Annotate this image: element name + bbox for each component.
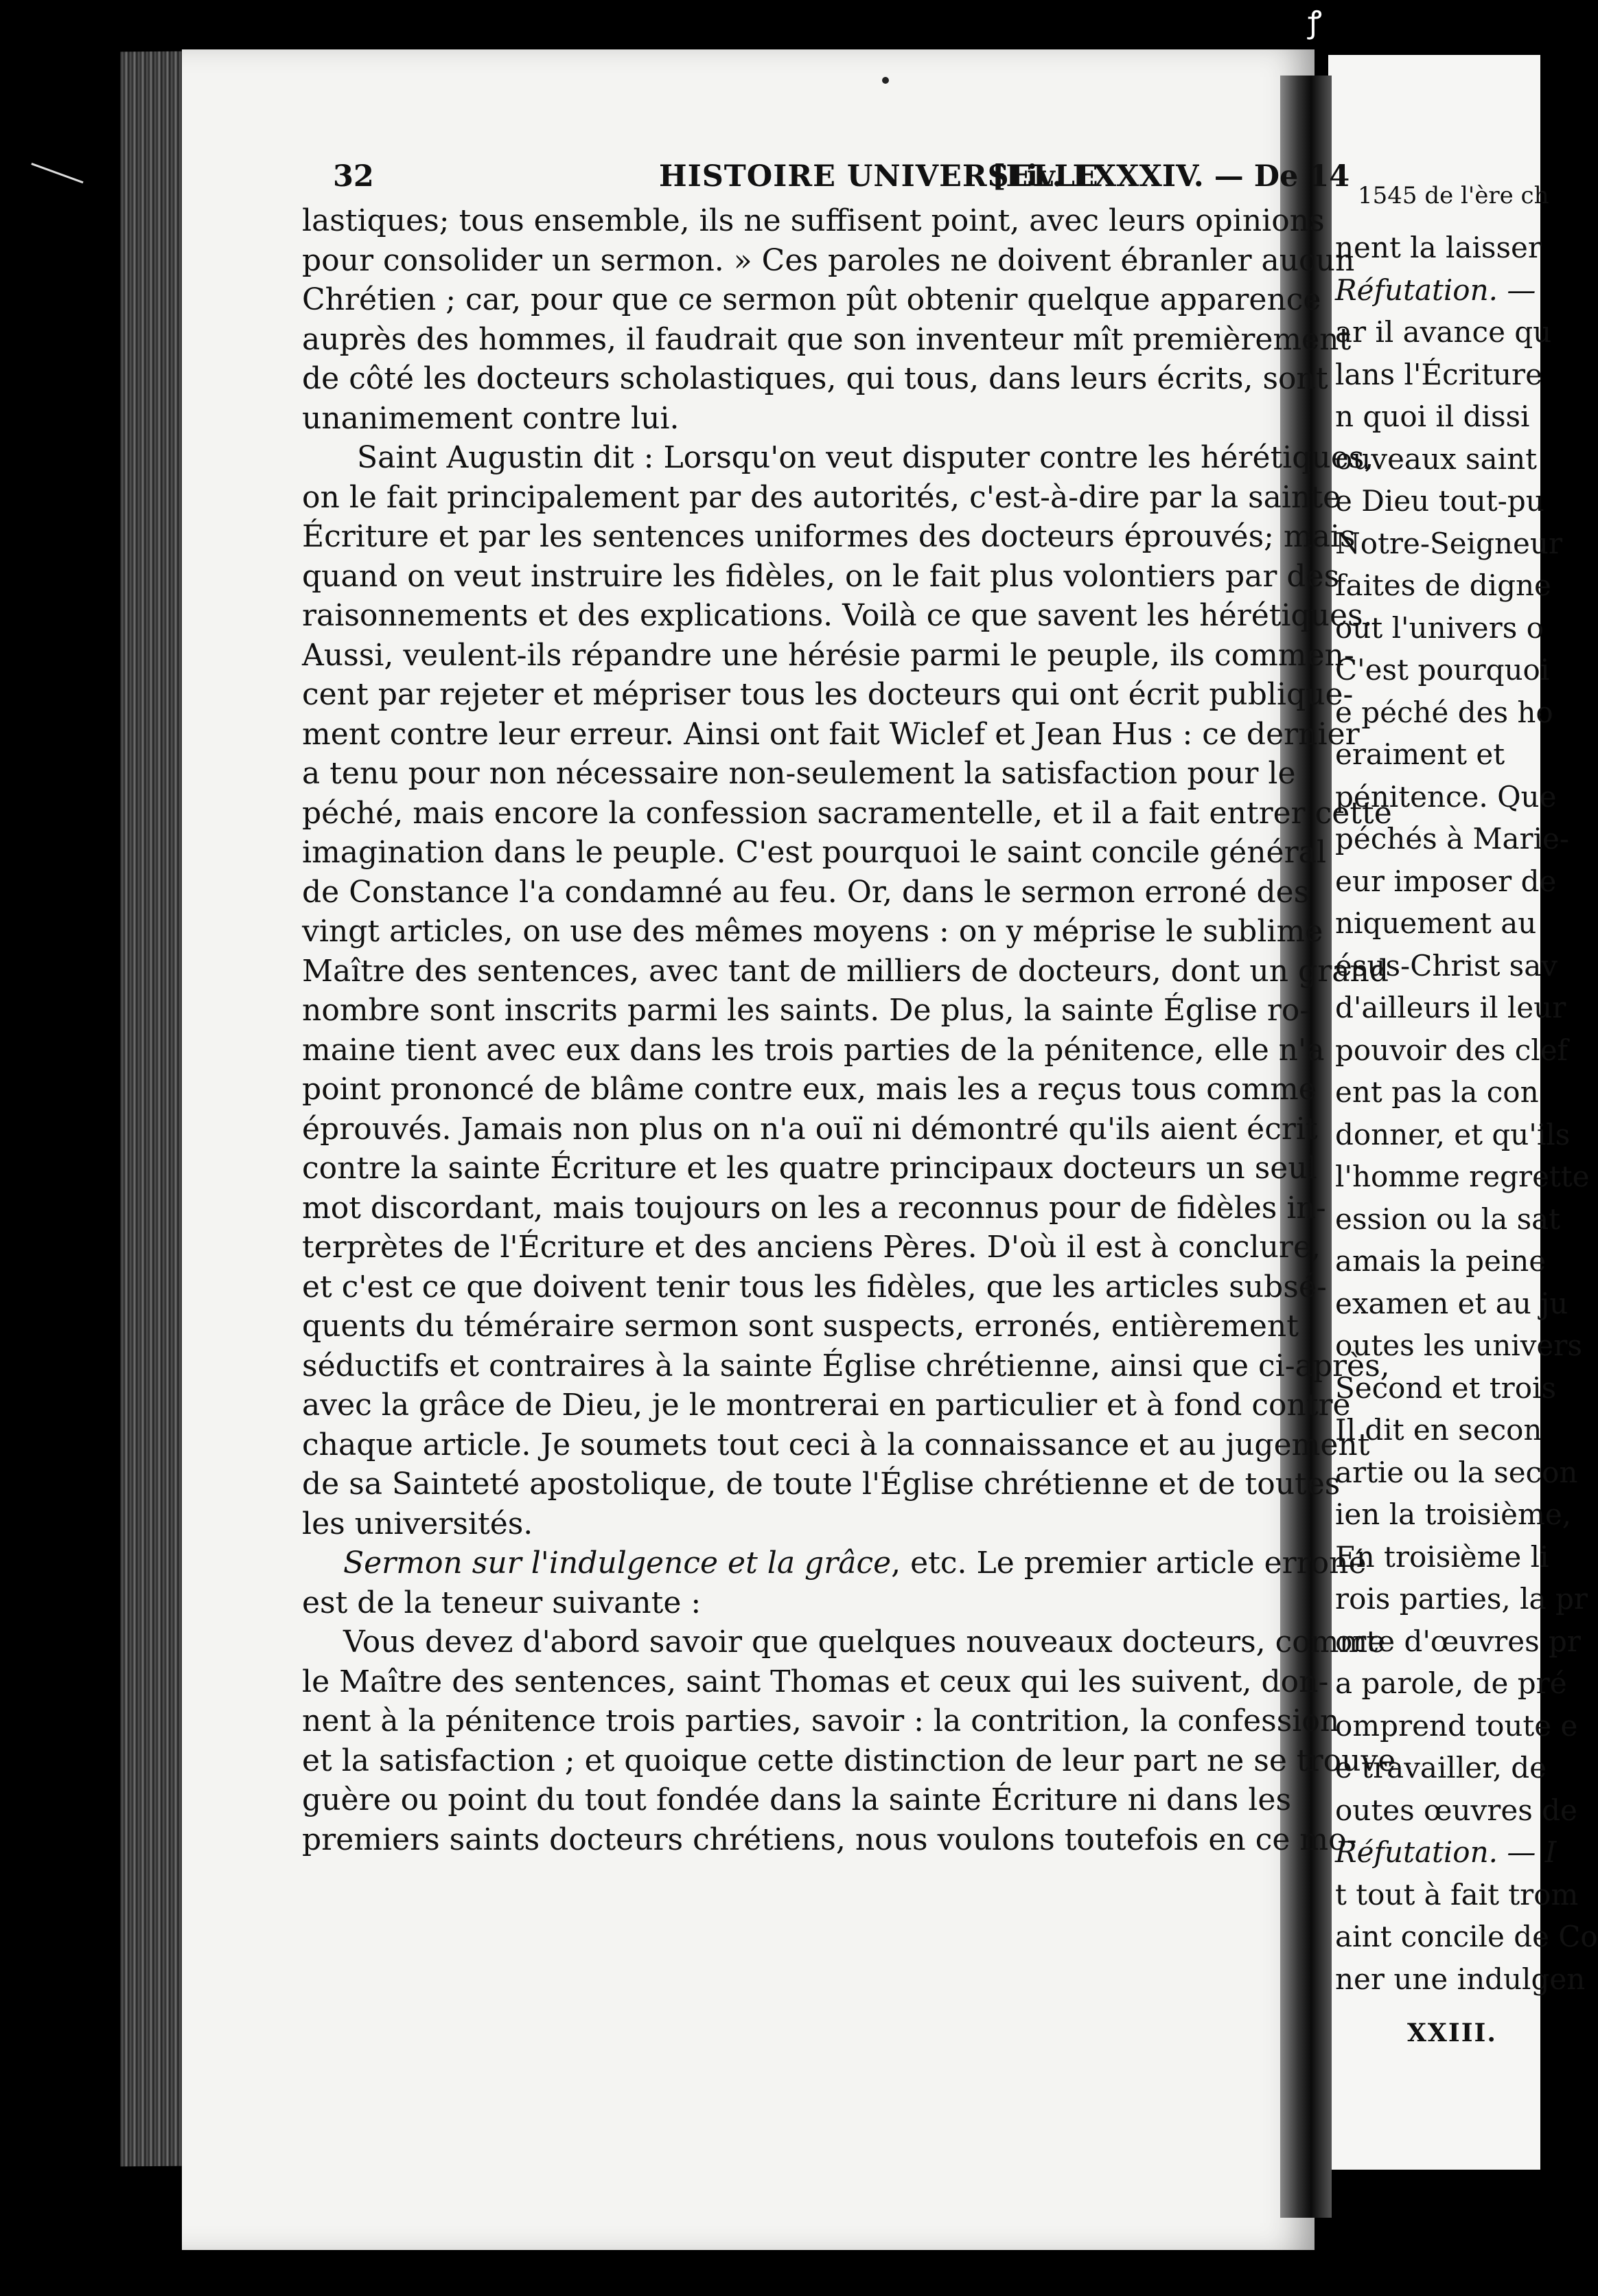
text-line [302,1662,1329,1702]
line-text: lastiques; tous ensemble, ils ne suffisent point, avec leurs opinions [302,203,1325,238]
text-line [302,1543,1367,1583]
left-page-text [302,201,1396,2014]
right-text-line: donner, et qu'ils [1335,1117,1571,1151]
line-text: péché, mais encore la confession sacramentelle, et il a fait entrer cette [302,795,1392,831]
line-text: imagination dans le peuple. C'est pourquoi le saint concile général [302,835,1326,870]
line-text: et la satisfaction ; et quoique cette distinction de leur part ne se trouve [302,1743,1396,1778]
right-text-line: pénitence. Que [1335,779,1557,814]
line-text: contre la sainte Écriture et les quatre principaux docteurs un seul [302,1151,1317,1186]
right-text-line: amais la peine [1335,1244,1547,1278]
right-text-line: ent pas la con [1335,1075,1539,1109]
text-line [302,399,1277,439]
right-text-line: e Dieu tout-pu [1335,484,1544,518]
text-line [302,320,1352,360]
right-text-line: outes œuvres de [1335,1793,1577,1827]
line-text: de côté les docteurs scholastiques, qui tous, dans leurs écrits, sont [302,361,1328,396]
text-line [302,478,1341,518]
text-line [302,1583,1277,1623]
line-text: éprouvés. Jamais non plus on n'a ouï ni démontré qu'ils aient écrit [302,1111,1318,1147]
line-text: nombre sont inscrits parmi les saints. De plus, la sainte Église ro- [302,993,1310,1028]
text-line [302,517,1356,557]
text-line [302,1149,1317,1189]
line-text: quents du téméraire sermon sont suspects, erronés, entièrement [302,1309,1299,1344]
right-text-line: eraiment et [1335,737,1505,771]
line-text: de sa Sainteté apostolique, de toute l'Église chrétienne et de toutes [302,1467,1341,1502]
line-text: chaque article. Je soumets tout ceci à la connaissance et au jugement [302,1427,1370,1462]
right-text-line: orte d'œuvres pr [1335,1624,1581,1658]
line-text: premiers saints docteurs chrétiens, nous voulons toutefois en ce mo- [302,1822,1357,1857]
text-line [302,1031,1325,1070]
text-line [302,991,1310,1031]
line-text: ment contre leur erreur. Ainsi ont fait Wiclef et Jean Hus : ce dernier [302,716,1360,752]
right-text-line: Réfutation. — [1335,273,1536,307]
right-text-line: omprend toute e [1335,1708,1578,1743]
line-text: le Maître des sentences, saint Thomas et ceux qui les suivent, don- [302,1664,1329,1699]
italic-title: Sermon sur l'indulgence et la grâce [343,1546,892,1581]
line-text: auprès des hommes, il faudrait que son inventeur mît premièrement [302,321,1352,357]
ink-dot [882,77,889,84]
text-line [302,754,1296,794]
right-text-line: aint concile de Co [1335,1920,1598,1953]
text-line [302,1622,1386,1662]
line-text: est de la teneur suivante : [302,1585,702,1620]
text-line [302,1820,1357,1860]
right-text-line: pouvoir des clef [1335,1033,1568,1067]
text-line [302,1110,1318,1149]
right-text-line: eur imposer de [1335,864,1557,898]
right-text-line: ouveaux saint [1335,441,1537,476]
text-line [302,1741,1396,1781]
text-line [302,873,1310,912]
right-text-line: faites de digne [1335,569,1551,602]
right-text-line: e péché des ho [1335,695,1553,729]
right-text-line: examen et au ju [1335,1286,1568,1320]
right-text-line: e travailler, de [1335,1751,1547,1784]
line-text: Chrétien ; car, pour que ce sermon pût obtenir quelque apparence [302,282,1321,317]
right-text-line: Réfutation. — I [1335,1835,1557,1869]
right-text-line: out l'univers o [1335,610,1544,645]
right-text-line: En troisième li [1335,1539,1549,1574]
line-text: et c'est ce que doivent tenir tous les fidèles, que les articles subsé- [302,1269,1327,1305]
right-text-line: lans l'Écriture [1335,357,1542,391]
text-line [302,952,1389,991]
right-text-line: ner une indulgen [1335,1962,1586,1996]
right-text-line: ien la troisième, [1335,1497,1572,1531]
right-text-line: outes les univers [1335,1329,1582,1362]
text-line [302,833,1326,873]
right-running-header: 1545 de l'ère ch [1358,182,1549,209]
margin-mark [26,163,83,196]
line-text: cent par rejeter et mépriser tous les docteurs qui ont écrit publique- [302,677,1354,712]
right-text-line: d'ailleurs il leur [1335,991,1566,1024]
text-line [302,1228,1321,1267]
text-line [302,1267,1327,1307]
line-text: Aussi, veulent-ils répandre une hérésie parmi le peuple, ils commen- [302,637,1354,673]
text-line [302,1701,1340,1741]
right-text-line: rois parties, la pr [1335,1582,1588,1616]
line-text: Vous devez d'abord savoir que quelques nouveaux docteurs, comme [343,1625,1386,1660]
line-text: vingt articles, on use des mêmes moyens : on y méprise le sublime [302,914,1323,949]
line-text: Écriture et par les sentences uniformes des docteurs éprouvés; mais [302,519,1356,554]
right-text-line: péchés à Marie- [1335,822,1570,856]
right-text-line: t tout à fait trom [1335,1877,1579,1912]
line-text: maine tient avec eux dans les trois parties de la pénitence, elle n'a [302,1032,1325,1068]
line-text: séductifs et contraires à la sainte Église chrétienne, ainsi que ci-après, [302,1348,1390,1384]
text-line [302,1425,1370,1465]
right-text-line: ésus-Christ sav [1335,948,1558,983]
right-text-line: C'est pourquoi [1335,653,1550,687]
text-line [302,1346,1390,1386]
line-text: guère ou point du tout fondée dans la sainte Écriture ni dans les [302,1782,1292,1817]
right-text-line: n quoi il dissi [1335,400,1530,433]
text-line [302,596,1373,636]
right-text-line: ar il avance qu [1335,315,1552,349]
page-number: 32 [333,159,374,194]
line-text: nent à la pénitence trois parties, savoir : la contrition, la confession [302,1703,1340,1738]
right-text-line: l'homme regrette [1335,1160,1590,1193]
running-header [333,159,1350,200]
signature-mark: XXIII. [1407,2019,1497,2047]
line-text: quand on veut instruire les fidèles, on le fait plus volontiers par des [302,558,1340,594]
line-text: Saint Augustin dit : Lorsqu'on veut disputer contre les hérétiques, [357,440,1374,475]
right-text-line: nent la laisser [1335,231,1542,264]
text-line [302,557,1340,597]
right-text-line: Second et trois [1335,1370,1557,1405]
corner-mark: ꝭ [1308,5,1322,40]
line-text: on le fait principalement par des autorités, c'est-à-dire par la sainte [302,479,1341,515]
text-line [302,1504,1277,1544]
line-text: de Constance l'a condamné au feu. Or, dans le sermon erroné des [302,874,1310,910]
right-text-line: a parole, de pré [1335,1666,1567,1700]
text-line [302,359,1328,399]
right-text-line: Il dit en secon [1335,1413,1542,1447]
right-text-line: niquement au [1335,906,1537,940]
text-line [302,675,1354,715]
running-title: HISTOIRE UNIVERSELLE [659,159,1099,194]
text-line [302,794,1392,834]
text-line [302,1307,1299,1346]
right-text-line: artie ou la secon [1335,1455,1578,1489]
text-line [302,912,1323,952]
text-line [302,1780,1292,1820]
line-text: terprètes de l'Écriture et des anciens Pères. D'où il est à conclure, [302,1230,1321,1265]
book-gutter [1280,76,1332,2218]
text-line [302,438,1374,478]
right-page-text [1335,227,1598,2000]
line-text: point prononcé de blâme contre eux, mais les a reçus tous comme [302,1072,1317,1107]
line-text: les universités. [302,1506,533,1541]
right-text-line: ession ou la sat [1335,1202,1561,1236]
line-text: unanimement contre lui. [302,400,680,436]
text-line [302,636,1354,676]
line-text: avec la grâce de Dieu, je le montrerai en particulier et à fond contre [302,1388,1351,1423]
text-line [302,201,1325,241]
text-line [302,1070,1317,1110]
line-text: pour consolider un sermon. » Ces paroles ne doivent ébranler aucun [302,242,1355,278]
text-line [302,1465,1341,1504]
running-subtitle: [Liv. LXXXIV. — De 14 [992,159,1350,194]
text-line [302,241,1355,281]
line-text: raisonnements et des explications. Voilà ce que savent les hérétiques. [302,598,1373,633]
text-line [302,280,1321,320]
page-edges [120,51,185,2167]
line-text: mot discordant, mais toujours on les a reconnus pour de fidèles in- [302,1190,1326,1226]
text-line [302,1386,1351,1425]
line-text: a tenu pour non nécessaire non-seulement la satisfaction pour le [302,756,1296,791]
line-text: , etc. Le premier article erroné [891,1546,1367,1581]
right-text-line: Notre-Seigneur [1335,526,1563,560]
text-line [302,1189,1326,1228]
text-line [302,715,1360,755]
line-text: Maître des sentences, avec tant de milliers de docteurs, dont un grand [302,953,1389,989]
